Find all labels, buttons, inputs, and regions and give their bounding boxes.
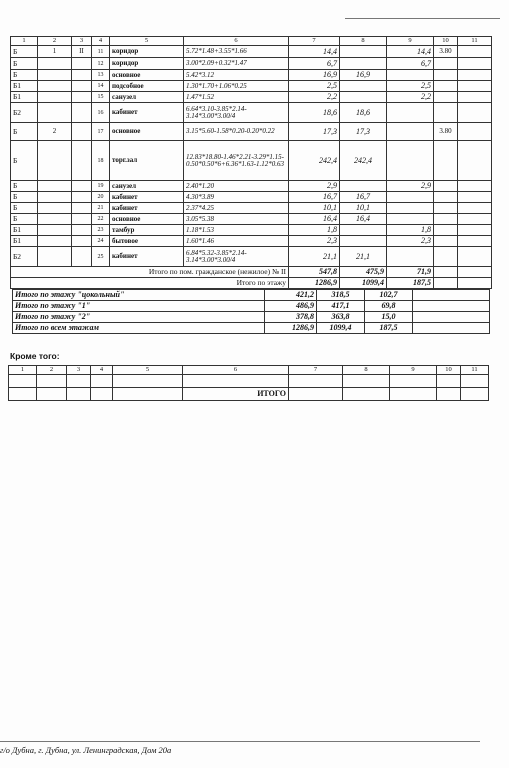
column-header: 5 (113, 366, 183, 375)
column-header: 8 (340, 37, 387, 46)
besides-cell (289, 388, 343, 401)
floor-summary-aux: 187,5 (365, 323, 413, 334)
main-area-cell (340, 92, 387, 103)
total-area-cell: 2,5 (289, 81, 340, 92)
floor-summary-main: 318,5 (317, 290, 365, 301)
formula-cell: 12.83*18.80-1.46*2.21-3.29*1.15-0.50*0.50*6+6.36*1.63-1.12*0.63 (184, 141, 289, 181)
table-row (11, 214, 492, 225)
letter-cell: Б1 (11, 92, 38, 103)
besides-cell (113, 375, 183, 388)
subtotal-total: 1286,9 (289, 278, 340, 289)
formula-cell: 2.40*1.20 (184, 181, 289, 192)
height-cell (434, 103, 458, 123)
besides-cell (9, 388, 37, 401)
aux-area-cell (387, 103, 434, 123)
premise-cell (72, 123, 92, 141)
besides-cell (343, 388, 390, 401)
total-area-cell: 2,3 (289, 236, 340, 247)
total-area-cell: 18,6 (289, 103, 340, 123)
formula-cell: 1.60*1.46 (184, 236, 289, 247)
main-area-cell: 21,1 (340, 247, 387, 267)
floor-summary-label: Итого по этажу "1" (13, 301, 265, 312)
main-area-cell (340, 58, 387, 70)
floor-cell (38, 214, 72, 225)
room-name-cell: санузел (110, 92, 184, 103)
subtotal-notes (458, 278, 492, 289)
main-area-cell (340, 81, 387, 92)
aux-area-cell: 6,7 (387, 58, 434, 70)
column-header: 6 (184, 37, 289, 46)
height-cell (434, 70, 458, 81)
floor-summary-empty (413, 301, 490, 312)
room-name-cell: кабинет (110, 192, 184, 203)
letter-cell: Б (11, 58, 38, 70)
bottom-rule (0, 741, 480, 742)
table-row (11, 141, 492, 181)
formula-cell: 2.37*4.25 (184, 203, 289, 214)
column-header: 6 (183, 366, 289, 375)
letter-cell: Б (11, 70, 38, 81)
subtotal-total: 547,8 (289, 267, 340, 278)
aux-area-cell: 2,5 (387, 81, 434, 92)
subtotal-aux: 71,9 (387, 267, 434, 278)
subtotal-aux: 187,5 (387, 278, 434, 289)
premise-cell (72, 192, 92, 203)
main-area-cell: 10,1 (340, 203, 387, 214)
floor-subtotal-row (11, 278, 492, 289)
besides-header-row (9, 366, 489, 375)
besides-cell (183, 375, 289, 388)
room-number-cell: 18 (92, 141, 110, 181)
room-number-cell: 16 (92, 103, 110, 123)
aux-area-cell: 2,3 (387, 236, 434, 247)
room-number-cell: 15 (92, 92, 110, 103)
aux-area-cell (387, 214, 434, 225)
letter-cell: Б1 (11, 225, 38, 236)
room-number-cell: 24 (92, 236, 110, 247)
column-header: 3 (72, 37, 92, 46)
premise-cell (72, 181, 92, 192)
besides-total-row (9, 388, 489, 401)
besides-title: Кроме того: (10, 351, 60, 361)
height-cell (434, 81, 458, 92)
room-name-cell: бытовое (110, 236, 184, 247)
subtotal-main: 1099,4 (340, 278, 387, 289)
aux-area-cell (387, 123, 434, 141)
column-header: 10 (434, 37, 458, 46)
floor-summary-label: Итого по этажу "2" (13, 312, 265, 323)
column-header: 9 (387, 37, 434, 46)
letter-cell: Б2 (11, 103, 38, 123)
room-name-cell: кабинет (110, 203, 184, 214)
floor-summary-main: 417,1 (317, 301, 365, 312)
floor-summary-row (13, 301, 490, 312)
room-number-cell: 13 (92, 70, 110, 81)
footer-address: г/о Дубна, г. Дубна, ул. Ленинградская, Дом 20а (0, 745, 172, 755)
column-header: 11 (458, 37, 492, 46)
column-header: 7 (289, 37, 340, 46)
height-cell (434, 192, 458, 203)
table-row (11, 181, 492, 192)
besides-cell (67, 375, 91, 388)
besides-cell (289, 375, 343, 388)
main-area-cell: 16,9 (340, 70, 387, 81)
besides-cell (67, 388, 91, 401)
besides-table (8, 365, 489, 401)
room-number-cell: 25 (92, 247, 110, 267)
besides-cell (91, 375, 113, 388)
subtotal-notes (458, 267, 492, 278)
room-number-cell: 12 (92, 58, 110, 70)
main-area-cell (340, 225, 387, 236)
main-area-cell: 16,4 (340, 214, 387, 225)
column-header: 4 (91, 366, 113, 375)
table-row (11, 203, 492, 214)
subtotal-label: Итого по этажу (11, 278, 289, 289)
aux-area-cell: 2,9 (387, 181, 434, 192)
letter-cell: Б2 (11, 247, 38, 267)
floor-summary-row (13, 290, 490, 301)
floor-summary-row (13, 323, 490, 334)
room-name-cell: коридор (110, 46, 184, 58)
notes-cell (458, 81, 492, 92)
aux-area-cell (387, 203, 434, 214)
besides-cell (113, 388, 183, 401)
table-row (11, 192, 492, 203)
notes-cell (458, 247, 492, 267)
besides-cell (91, 388, 113, 401)
notes-cell (458, 225, 492, 236)
floor-summary-aux: 15,0 (365, 312, 413, 323)
premise-cell (72, 247, 92, 267)
floor-cell (38, 141, 72, 181)
total-area-cell: 14,4 (289, 46, 340, 58)
subtotal-height (434, 278, 458, 289)
besides-cell (390, 375, 437, 388)
table-row (11, 81, 492, 92)
floor-summary-aux: 69,8 (365, 301, 413, 312)
room-name-cell: кабинет (110, 103, 184, 123)
floor-cell (38, 58, 72, 70)
formula-cell: 3.15*5.60-1.58*0.20-0.20*0.22 (184, 123, 289, 141)
height-cell: 3.80 (434, 46, 458, 58)
table-row (11, 236, 492, 247)
premise-cell (72, 92, 92, 103)
top-rule (345, 18, 500, 19)
main-area-cell: 242,4 (340, 141, 387, 181)
room-name-cell: подсобное (110, 81, 184, 92)
letter-cell: Б (11, 123, 38, 141)
premise-cell (72, 225, 92, 236)
letter-cell: Б (11, 141, 38, 181)
floor-summary-total: 378,8 (265, 312, 317, 323)
letter-cell: Б1 (11, 236, 38, 247)
besides-empty-row (9, 375, 489, 388)
main-area-cell (340, 236, 387, 247)
height-cell: 3.80 (434, 123, 458, 141)
formula-cell: 1.47*1.52 (184, 92, 289, 103)
floor-summary-total: 421,2 (265, 290, 317, 301)
premise-cell (72, 214, 92, 225)
letter-cell: Б (11, 192, 38, 203)
premise-cell (72, 70, 92, 81)
aux-area-cell (387, 141, 434, 181)
column-header: 4 (92, 37, 110, 46)
room-number-cell: 20 (92, 192, 110, 203)
total-area-cell: 10,1 (289, 203, 340, 214)
height-cell (434, 58, 458, 70)
letter-cell: Б (11, 214, 38, 225)
floor-summary-main: 363,8 (317, 312, 365, 323)
aux-area-cell: 2,2 (387, 92, 434, 103)
premise-cell (72, 103, 92, 123)
total-area-cell: 16,7 (289, 192, 340, 203)
subtotal-height (434, 267, 458, 278)
floor-cell (38, 236, 72, 247)
room-number-cell: 14 (92, 81, 110, 92)
room-number-cell: 23 (92, 225, 110, 236)
formula-cell: 3.05*5.38 (184, 214, 289, 225)
aux-area-cell (387, 247, 434, 267)
total-area-cell: 2,2 (289, 92, 340, 103)
formula-cell: 5.72*1.48+3.55*1.66 (184, 46, 289, 58)
notes-cell (458, 103, 492, 123)
column-header: 7 (289, 366, 343, 375)
subtotal-main: 475,9 (340, 267, 387, 278)
formula-cell: 1.18*1.53 (184, 225, 289, 236)
total-area-cell: 6,7 (289, 58, 340, 70)
besides-cell (343, 375, 390, 388)
formula-cell: 1.30*1.70+1.06*0.25 (184, 81, 289, 92)
total-area-cell: 21,1 (289, 247, 340, 267)
premise-cell (72, 81, 92, 92)
explication-table (10, 36, 492, 289)
besides-cell (461, 388, 489, 401)
total-area-cell: 1,8 (289, 225, 340, 236)
room-number-cell: 22 (92, 214, 110, 225)
besides-cell (390, 388, 437, 401)
main-area-cell: 18,6 (340, 103, 387, 123)
besides-total-label: ИТОГО (183, 388, 289, 401)
floor-summary-empty (413, 312, 490, 323)
room-name-cell: тамбур (110, 225, 184, 236)
floor-cell (38, 181, 72, 192)
notes-cell (458, 70, 492, 81)
table-row (11, 92, 492, 103)
total-area-cell: 2,9 (289, 181, 340, 192)
notes-cell (458, 58, 492, 70)
total-area-cell: 16,9 (289, 70, 340, 81)
notes-cell (458, 192, 492, 203)
main-area-cell (340, 46, 387, 58)
room-number-cell: 21 (92, 203, 110, 214)
column-header: 2 (38, 37, 72, 46)
formula-cell: 6.64*3.10-3.85*2.14-3.14*3.00*3.00/4 (184, 103, 289, 123)
total-area-cell: 17,3 (289, 123, 340, 141)
besides-cell (437, 388, 461, 401)
aux-area-cell: 14,4 (387, 46, 434, 58)
letter-cell: Б1 (11, 81, 38, 92)
floor-cell: 1 (38, 46, 72, 58)
table-row (11, 225, 492, 236)
besides-cell (437, 375, 461, 388)
column-header: 8 (343, 366, 390, 375)
notes-cell (458, 46, 492, 58)
height-cell (434, 236, 458, 247)
column-header: 1 (9, 366, 37, 375)
aux-area-cell (387, 192, 434, 203)
room-subtotal-row (11, 267, 492, 278)
room-number-cell: 17 (92, 123, 110, 141)
notes-cell (458, 181, 492, 192)
floor-summary-main: 1099,4 (317, 323, 365, 334)
height-cell (434, 247, 458, 267)
besides-cell (461, 375, 489, 388)
floor-summary-label: Итого по этажу "цокольный" (13, 290, 265, 301)
room-name-cell: кабинет (110, 247, 184, 267)
floor-cell (38, 203, 72, 214)
letter-cell: Б (11, 203, 38, 214)
floor-cell (38, 81, 72, 92)
floor-summary-aux: 102,7 (365, 290, 413, 301)
floor-cell: 2 (38, 123, 72, 141)
aux-area-cell (387, 70, 434, 81)
notes-cell (458, 203, 492, 214)
total-area-cell: 242,4 (289, 141, 340, 181)
floor-summary-empty (413, 290, 490, 301)
table-row (11, 46, 492, 58)
notes-cell (458, 214, 492, 225)
height-cell (434, 203, 458, 214)
height-cell (434, 225, 458, 236)
formula-cell: 5.42*3.12 (184, 70, 289, 81)
floor-cell (38, 92, 72, 103)
formula-cell: 4.30*3.89 (184, 192, 289, 203)
floor-summary-total: 486,9 (265, 301, 317, 312)
premise-cell (72, 236, 92, 247)
besides-cell (37, 375, 67, 388)
premise-cell (72, 141, 92, 181)
floor-cell (38, 192, 72, 203)
notes-cell (458, 92, 492, 103)
notes-cell (458, 236, 492, 247)
besides-cell (37, 388, 67, 401)
room-name-cell: основное (110, 123, 184, 141)
floor-summary-table (12, 289, 490, 334)
total-area-cell: 16,4 (289, 214, 340, 225)
height-cell (434, 141, 458, 181)
room-name-cell: санузел (110, 181, 184, 192)
column-header: 9 (390, 366, 437, 375)
height-cell (434, 214, 458, 225)
floor-summary-total: 1286,9 (265, 323, 317, 334)
height-cell (434, 181, 458, 192)
room-number-cell: 11 (92, 46, 110, 58)
floor-summary-label: Итого по всем этажам (13, 323, 265, 334)
column-header: 5 (110, 37, 184, 46)
room-name-cell: торг.зал (110, 141, 184, 181)
column-header: 1 (11, 37, 38, 46)
table-header-row (11, 37, 492, 46)
formula-cell: 6.84*5.32-3.85*2.14-3.14*3.00*3.00/4 (184, 247, 289, 267)
table-row (11, 70, 492, 81)
table-row (11, 103, 492, 123)
main-area-cell: 17,3 (340, 123, 387, 141)
room-name-cell: основное (110, 214, 184, 225)
column-header: 2 (37, 366, 67, 375)
table-row (11, 58, 492, 70)
floor-cell (38, 247, 72, 267)
letter-cell: Б (11, 181, 38, 192)
subtotal-label: Итого по пом. гражданское (нежилое) № II (11, 267, 289, 278)
column-header: 11 (461, 366, 489, 375)
floor-cell (38, 70, 72, 81)
column-header: 3 (67, 366, 91, 375)
premise-cell (72, 203, 92, 214)
floor-cell (38, 103, 72, 123)
besides-cell (9, 375, 37, 388)
column-header: 10 (437, 366, 461, 375)
aux-area-cell: 1,8 (387, 225, 434, 236)
letter-cell: Б (11, 46, 38, 58)
height-cell (434, 92, 458, 103)
room-number-cell: 19 (92, 181, 110, 192)
main-area-cell (340, 181, 387, 192)
floor-cell (38, 225, 72, 236)
room-name-cell: основное (110, 70, 184, 81)
main-area-cell: 16,7 (340, 192, 387, 203)
table-row (11, 123, 492, 141)
notes-cell (458, 123, 492, 141)
premise-cell (72, 58, 92, 70)
room-name-cell: коридор (110, 58, 184, 70)
formula-cell: 3.00*2.09+0.32*1.47 (184, 58, 289, 70)
premise-cell: II (72, 46, 92, 58)
notes-cell (458, 141, 492, 181)
floor-summary-row (13, 312, 490, 323)
table-row (11, 247, 492, 267)
floor-summary-empty (413, 323, 490, 334)
